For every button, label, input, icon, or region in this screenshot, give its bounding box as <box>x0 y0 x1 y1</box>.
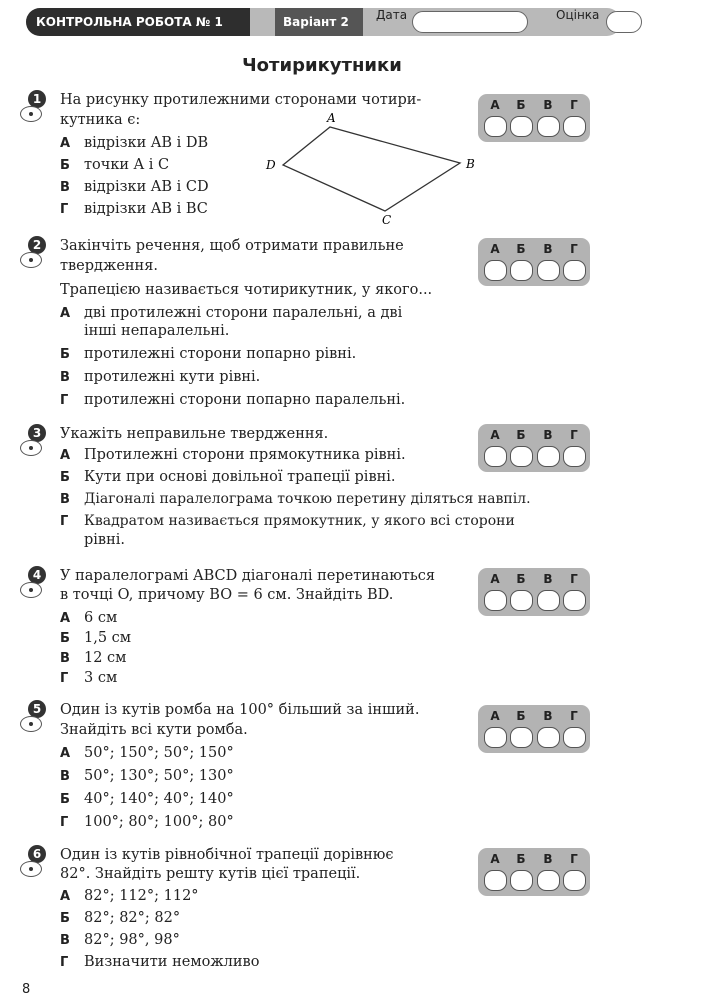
answer-cell-b[interactable] <box>510 446 533 467</box>
option-a: А дві протилежні сторони паралельні, а дві <box>60 305 403 321</box>
option-c: В 82°; 98°, 98° <box>60 932 180 948</box>
vertex-label-c: C <box>382 213 392 227</box>
grade-field[interactable] <box>606 11 642 33</box>
option-a: А відрізки AB і DB <box>60 135 209 151</box>
task-number: 2 <box>28 236 46 254</box>
date-field[interactable] <box>412 11 528 33</box>
variant-label: Варіант 2 <box>275 8 363 36</box>
page-title: Чотирикутники <box>242 55 402 76</box>
task-number: 1 <box>28 90 46 108</box>
option-b: Б 82°; 82°; 82° <box>60 910 181 926</box>
answer-cell-c[interactable] <box>537 446 560 467</box>
question-line: твердження. <box>60 258 158 274</box>
task-marker-icon <box>20 106 42 122</box>
option-d: Г відрізки AB і BC <box>60 201 208 217</box>
answer-grid-5: А Б В Г <box>478 705 590 753</box>
answer-cell-a[interactable] <box>484 590 507 611</box>
answer-cell-b[interactable] <box>510 870 533 891</box>
grade-label: Оцінка <box>556 8 600 22</box>
task-number: 4 <box>28 566 46 584</box>
question-line: Знайдіть всі кути ромба. <box>60 722 248 738</box>
option-a: А Протилежні сторони прямокутника рівні. <box>60 447 406 463</box>
option-b: Б протилежні сторони попарно рівні. <box>60 346 357 362</box>
answer-cell-c[interactable] <box>537 727 560 748</box>
answer-grid-2: А Б В Г <box>478 238 590 286</box>
answer-grid-6: А Б В Г <box>478 848 590 896</box>
question-line: Трапецією називається чотирикутник, у якого... <box>60 282 433 298</box>
task-marker-icon <box>20 716 42 732</box>
answer-cell-b[interactable] <box>510 590 533 611</box>
task-number: 3 <box>28 424 46 442</box>
task-number: 6 <box>28 845 46 863</box>
answer-cell-a[interactable] <box>484 870 507 891</box>
header-bar <box>26 8 621 36</box>
answer-cell-c[interactable] <box>537 260 560 281</box>
option-c: В 12 см <box>60 650 127 666</box>
question-line: в точці O, причому BO = 6 см. Знайдіть BD. <box>60 587 394 603</box>
option-d: Г 100°; 80°; 100°; 80° <box>60 814 234 830</box>
question-line: 82°. Знайдіть решту кутів цієї трапеції. <box>60 866 361 882</box>
answer-cell-d[interactable] <box>563 260 586 281</box>
question-line: Укажіть неправильне твердження. <box>60 426 329 442</box>
answer-cell-a[interactable] <box>484 260 507 281</box>
option-d: Г Визначити неможливо <box>60 954 260 970</box>
option-c: В 50°; 130°; 50°; 130° <box>60 768 234 784</box>
option-a-continued: інші непаралельні. <box>84 323 230 339</box>
page-number: 8 <box>22 982 31 997</box>
answer-cell-d[interactable] <box>563 590 586 611</box>
option-d-continued: рівні. <box>84 532 125 548</box>
option-a: А 6 см <box>60 610 118 626</box>
option-a: А 82°; 112°; 112° <box>60 888 199 904</box>
answer-cell-c[interactable] <box>537 116 560 137</box>
option-d: Г протилежні сторони попарно паралельні. <box>60 392 406 408</box>
answer-cell-d[interactable] <box>563 116 586 137</box>
task-marker-icon <box>20 582 42 598</box>
option-b: Б Кути при основі довільної трапеції рівні. <box>60 469 396 485</box>
question-line: Один із кутів рівнобічної трапеції дорівнює <box>60 847 394 863</box>
question-line: На рисунку протилежними сторонами чотири- <box>60 92 422 108</box>
option-c: В відрізки AB і CD <box>60 179 209 195</box>
quadrilateral-shape <box>283 127 460 211</box>
task-marker-icon <box>20 252 42 268</box>
answer-cell-a[interactable] <box>484 446 507 467</box>
answer-cell-d[interactable] <box>563 446 586 467</box>
option-b: Б точки A і C <box>60 157 170 173</box>
vertex-label-a: A <box>327 111 336 125</box>
option-d: Г Квадратом називається прямокутник, у якого всі сторони <box>60 513 515 529</box>
option-a: А 50°; 150°; 50°; 150° <box>60 745 234 761</box>
answer-cell-d[interactable] <box>563 870 586 891</box>
vertex-label-b: B <box>466 157 475 171</box>
quadrilateral-figure <box>255 108 485 228</box>
task-marker-icon <box>20 861 42 877</box>
option-b: Б 1,5 см <box>60 630 132 646</box>
question-line: Один із кутів ромба на 100° більший за інший. <box>60 702 420 718</box>
test-title: КОНТРОЛЬНА РОБОТА № 1 <box>26 8 250 36</box>
answer-cell-a[interactable] <box>484 116 507 137</box>
answer-cell-b[interactable] <box>510 116 533 137</box>
option-d: Г 3 см <box>60 670 118 686</box>
option-b: Б 40°; 140°; 40°; 140° <box>60 791 234 807</box>
task-number: 5 <box>28 700 46 718</box>
answer-cell-d[interactable] <box>563 727 586 748</box>
question-line: Закінчіть речення, щоб отримати правильне <box>60 238 404 254</box>
answer-cell-c[interactable] <box>537 870 560 891</box>
answer-cell-b[interactable] <box>510 260 533 281</box>
answer-cell-c[interactable] <box>537 590 560 611</box>
question-line: кутника є: <box>60 112 141 128</box>
answer-cell-b[interactable] <box>510 727 533 748</box>
vertex-label-d: D <box>266 158 276 172</box>
answer-grid-4: А Б В Г <box>478 568 590 616</box>
answer-grid-1: А Б В Г <box>478 94 590 142</box>
date-label: Дата <box>376 8 408 22</box>
question-line: У паралелограмі ABCD діагоналі перетинаються <box>60 568 436 584</box>
answer-grid-3: А Б В Г <box>478 424 590 472</box>
task-marker-icon <box>20 440 42 456</box>
option-c: В протилежні кути рівні. <box>60 369 261 385</box>
option-c: В Діагоналі паралелограма точкою перетину діляться навпіл. <box>60 491 531 507</box>
answer-cell-a[interactable] <box>484 727 507 748</box>
